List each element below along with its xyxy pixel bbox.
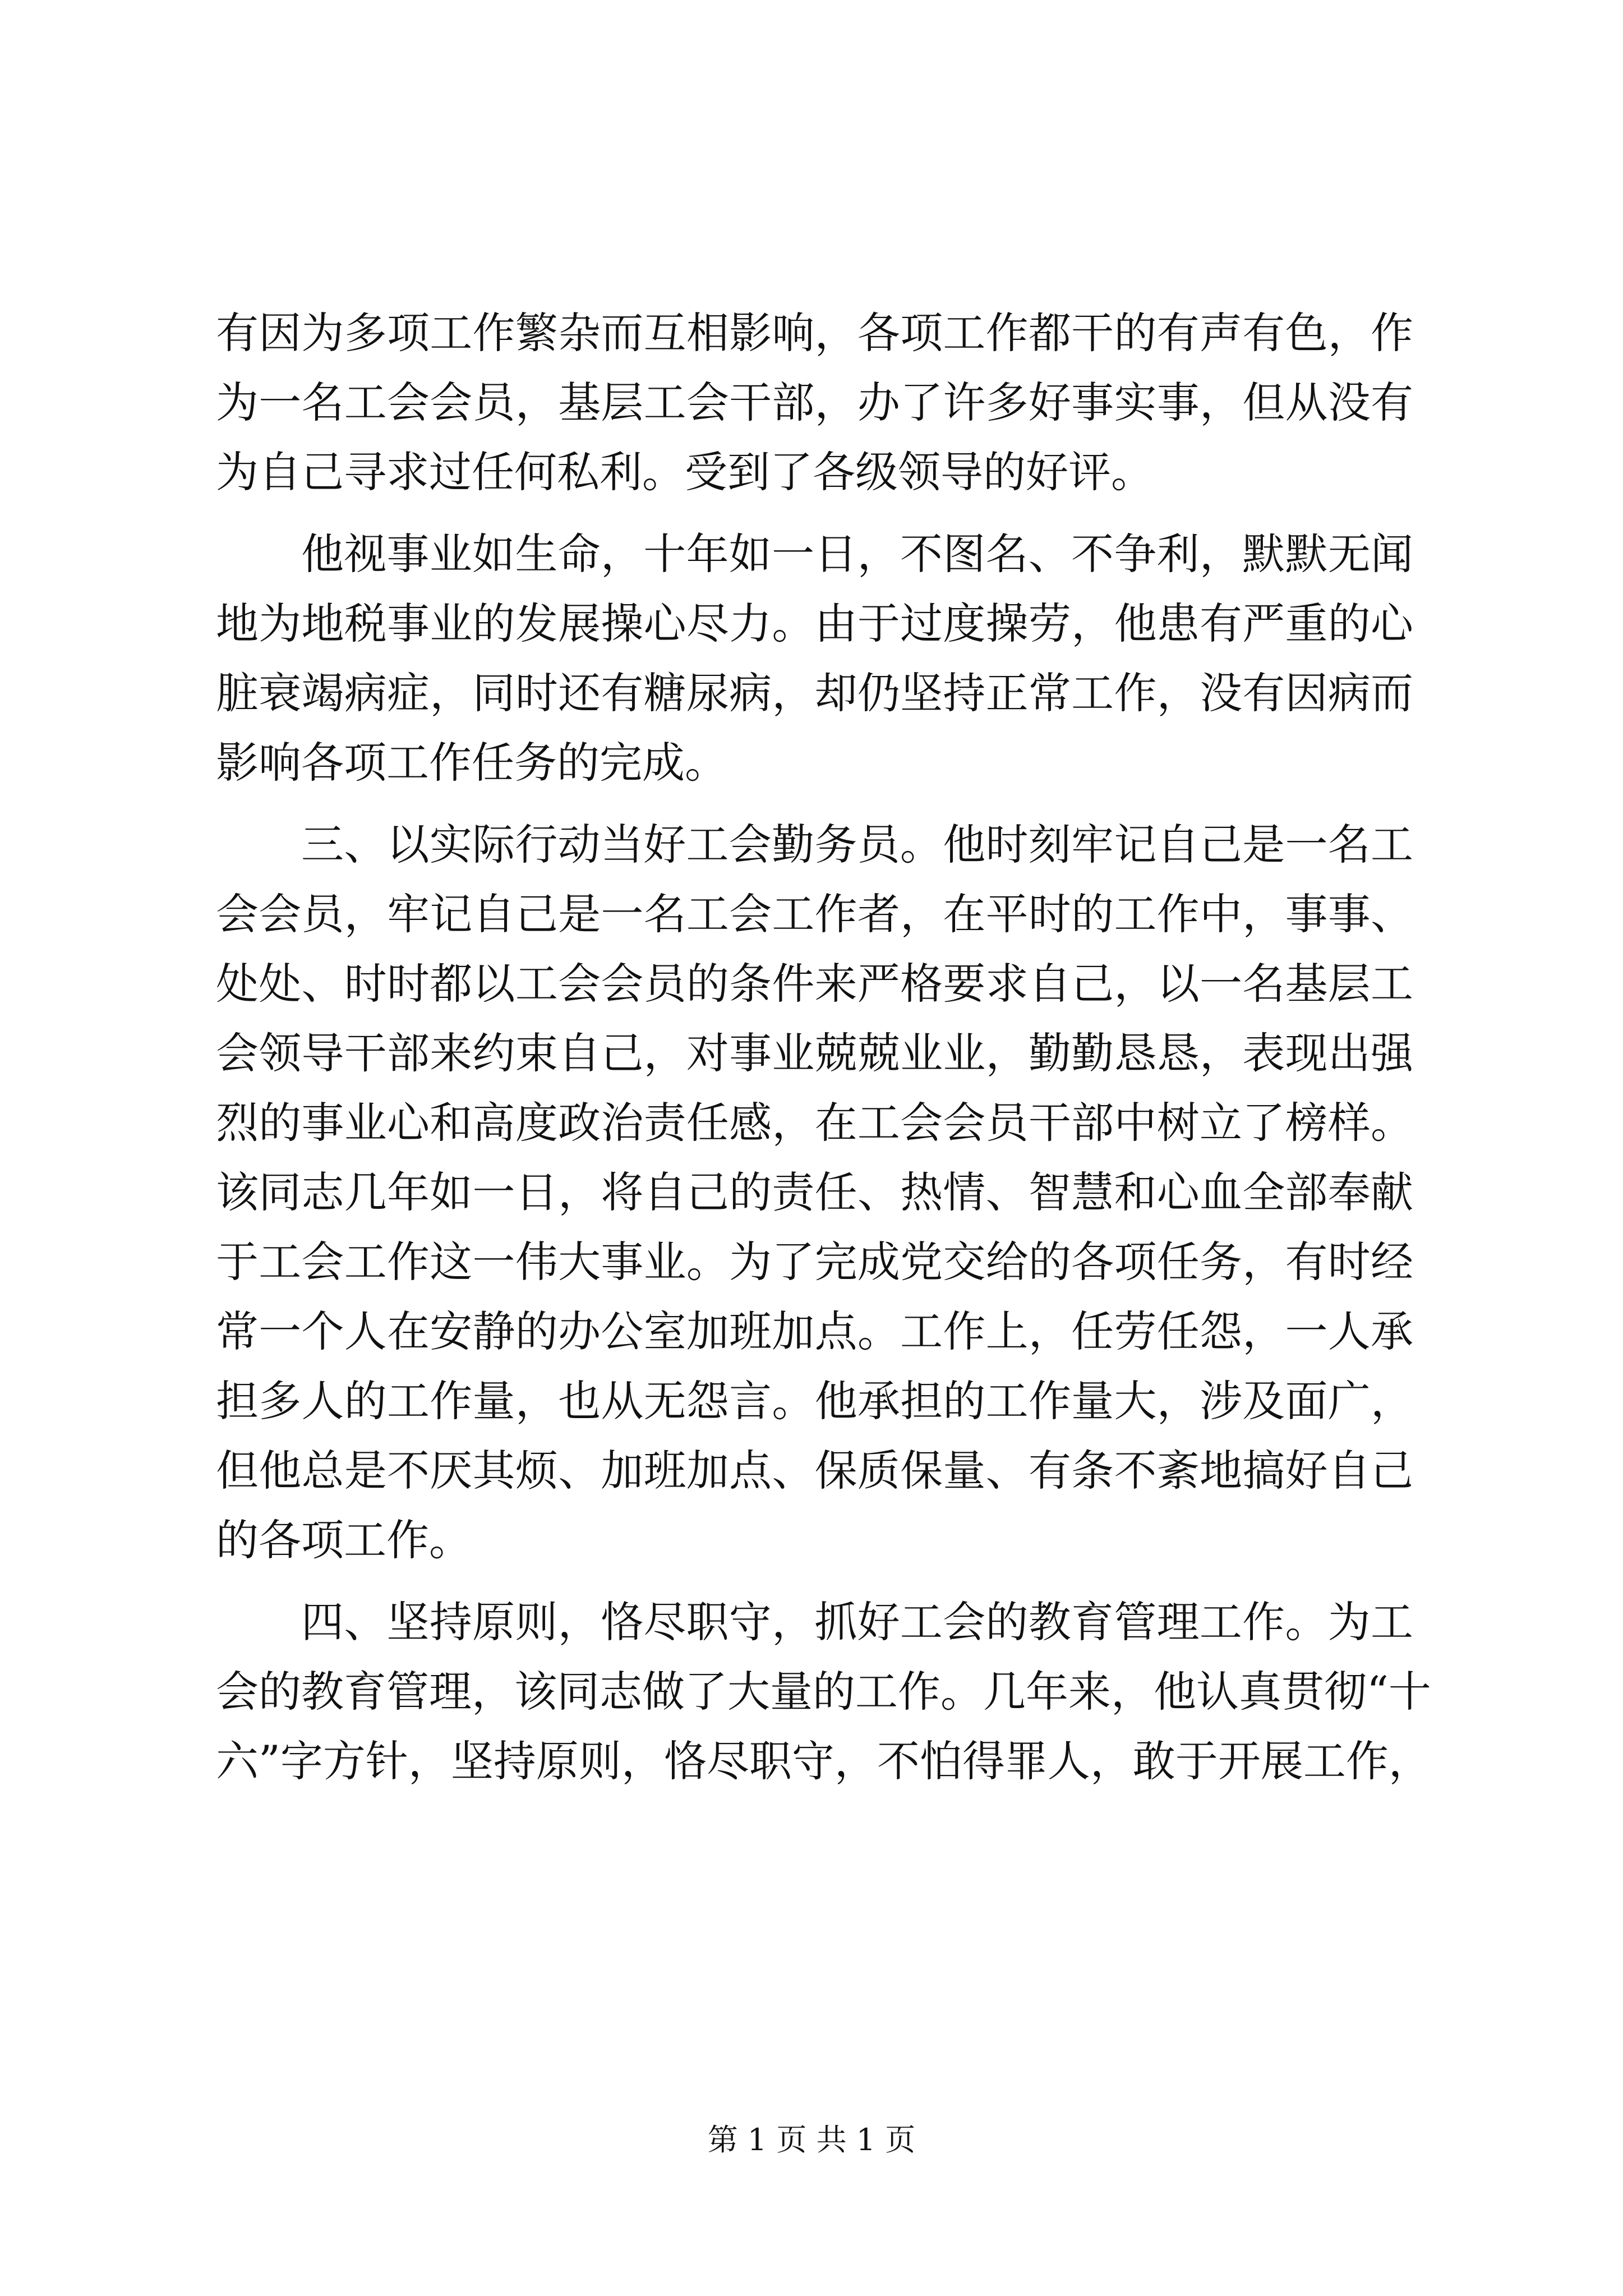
text-line: 影响各项工作任务的完成。 <box>216 738 727 788</box>
text-line: 为一名工会会员，基层工会干部，办了许多好事实事，但从没有 <box>216 378 1413 427</box>
text-line: 会领导干部来约束自己，对事业兢兢业业，勤勤恳恳，表现出强 <box>216 1028 1413 1078</box>
text-line: 担多人的工作量，也从无怨言。他承担的工作量大，涉及面广， <box>216 1376 1413 1426</box>
paragraph <box>216 1588 1431 1796</box>
text-line: 他视事业如生命，十年如一日，不图名、不争利，默默无闻 <box>301 529 1413 579</box>
text-line: 地为地税事业的发展操心尽力。由于过度操劳，他患有严重的心 <box>216 599 1413 648</box>
text-line: 有因为多项工作繁杂而互相影响，各项工作都干的有声有色，作 <box>216 308 1413 358</box>
text-line: 于工会工作这一伟大事业。为了完成党交给的各项任务，有时经 <box>216 1237 1413 1287</box>
text-line: 为自己寻求过任何私利。受到了各级领导的好评。 <box>216 447 1154 497</box>
text-line: 四、坚持原则，恪尽职守，抓好工会的教育管理工作。为工 <box>301 1597 1413 1647</box>
paragraph <box>216 298 1413 507</box>
paragraph <box>216 519 1413 798</box>
text-line: 三、以实际行动当好工会勤务员。他时刻牢记自己是一名工 <box>301 820 1413 869</box>
text-line: 的各项工作。 <box>216 1515 472 1565</box>
paragraph <box>216 810 1413 1575</box>
text-line: 六”字方针，坚持原则，恪尽职守，不怕得罪人，敢于开展工作， <box>216 1736 1431 1786</box>
text-line: 该同志几年如一日，将自己的责任、热情、智慧和心血全部奉献 <box>216 1167 1413 1217</box>
text-line: 常一个人在安静的办公室加班加点。工作上，任劳任怨，一人承 <box>216 1306 1413 1356</box>
text-line: 会的教育管理，该同志做了大量的工作。几年来，他认真贯彻“十 <box>216 1667 1431 1717</box>
page-footer: 第 1 页 共 1 页 <box>707 2122 916 2157</box>
text-line: 但他总是不厌其烦、加班加点、保质保量、有条不紊地搞好自己 <box>216 1446 1413 1496</box>
text-line: 会会员，牢记自己是一名工会工作者，在平时的工作中，事事、 <box>216 889 1413 939</box>
text-line: 处处、时时都以工会会员的条件来严格要求自己，以一名基层工 <box>216 959 1413 1009</box>
document-body <box>216 298 1431 1796</box>
text-line: 烈的事业心和高度政治责任感，在工会会员干部中树立了榜样。 <box>216 1098 1413 1148</box>
text-line: 脏衰竭病症，同时还有糖尿病，却仍坚持正常工作，没有因病而 <box>216 668 1413 718</box>
